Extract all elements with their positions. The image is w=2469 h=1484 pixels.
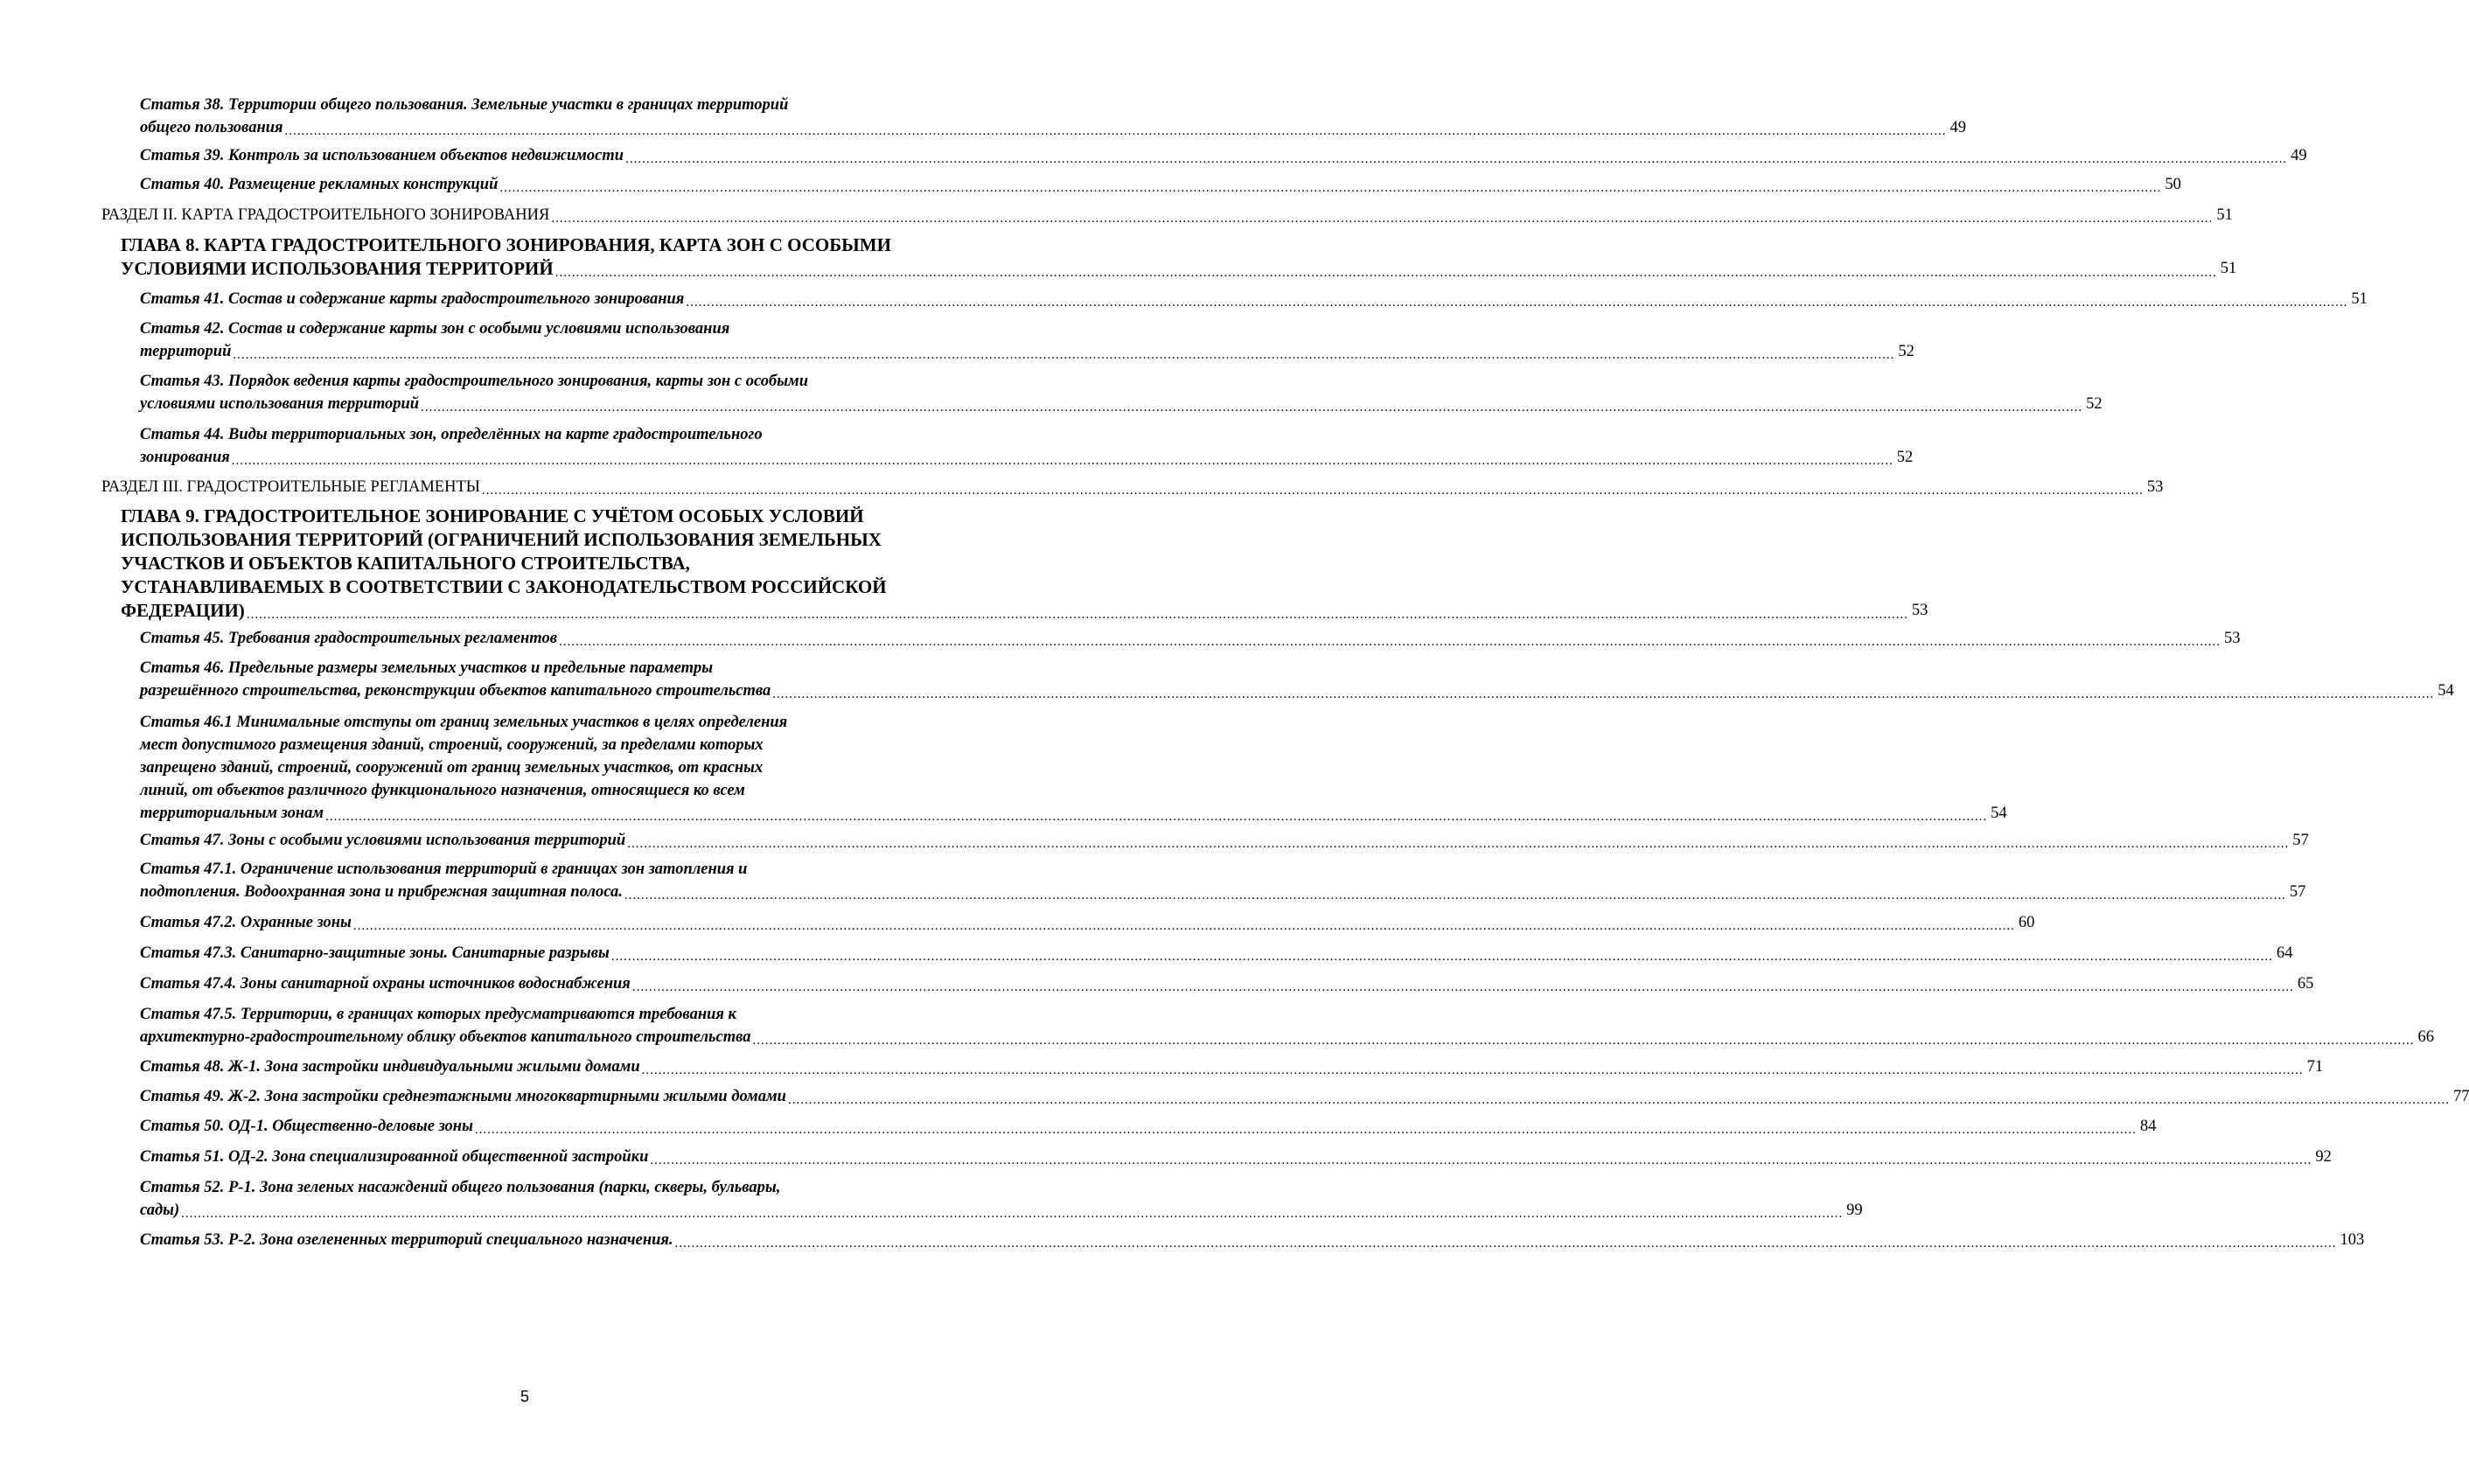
toc-page-number: 53: [2146, 478, 2164, 496]
toc-entry-line: [140, 802, 2007, 825]
toc-entry-title: Статья 43. Порядок ведения карты градостроительного зонирования, карты зон с особыми: [140, 373, 809, 390]
toc-entry-line: [140, 779, 955, 802]
toc-entry-line: [121, 505, 955, 528]
toc-article-entry[interactable]: [140, 1176, 1863, 1222]
toc-page-number: 51: [2220, 260, 2237, 277]
toc-entry-title: ФЕДЕРАЦИИ): [121, 600, 245, 621]
toc-entry-title: Статья 40. Размещение рекламных конструкций: [140, 176, 499, 193]
toc-page-number: 52: [1898, 343, 1915, 360]
toc-article-entry[interactable]: [140, 423, 1914, 469]
toc-entry-title: УСЛОВИЯМИ ИСПОЛЬЗОВАНИЯ ТЕРРИТОРИЙ: [121, 258, 554, 279]
toc-entry-title: Статья 41. Состав и содержание карты градостроительного зонирования: [140, 290, 685, 308]
toc-entry-line: [140, 1056, 2324, 1078]
toc-page-number: 54: [1991, 805, 2007, 822]
toc-entry-title: разрешённого строительства, реконструкции объектов капитального строительства: [140, 682, 771, 700]
toc-entry-title: Статья 51. ОД-2. Зона специализированной общественной застройки: [140, 1148, 649, 1166]
toc-entry-title: ГЛАВА 9. ГРАДОСТРОИТЕЛЬНОЕ ЗОНИРОВАНИЕ С УЧЁТОМ ОСОБЫХ УСЛОВИЙ: [121, 505, 864, 526]
toc-article-entry[interactable]: [140, 627, 2241, 650]
toc-section-entry[interactable]: [101, 476, 2164, 498]
dot-leader: ................................................................................................................................................................................................................................................................................................................................................................................................................: [641, 1063, 2304, 1077]
toc-entry-line: [121, 575, 955, 599]
toc-entry-line: [140, 1146, 2332, 1168]
toc-entry-title: сады): [140, 1202, 180, 1219]
toc-entry-line: [140, 972, 2314, 995]
toc-entry-line: [140, 144, 2307, 167]
toc-entry-line: [140, 288, 2368, 310]
toc-entry-line: [101, 204, 2233, 226]
toc-entry-line: [140, 679, 2454, 702]
toc-entry-line: [140, 1115, 2157, 1138]
toc-entry-title: Статья 39. Контроль за использованием объектов недвижимости: [140, 147, 624, 164]
toc-article-entry[interactable]: [140, 858, 2306, 903]
dot-leader: ................................................................................................................................................................................................................................................................................................................................................................................................................: [752, 1034, 2415, 1048]
toc-page-number: 57: [2289, 883, 2306, 901]
toc-chapter-entry[interactable]: [121, 505, 1928, 623]
toc-entry-title: зонирования: [140, 449, 230, 466]
dot-leader: ................................................................................................................................................................................................................................................................................................................................................................................................................: [558, 635, 2221, 649]
toc-page-number: 53: [1911, 602, 1928, 619]
toc-entry-line: [140, 756, 955, 779]
toc-page-number: 103: [2340, 1231, 2365, 1249]
toc-entry-title: РАЗДЕЛ III. ГРАДОСТРОИТЕЛЬНЫЕ РЕГЛАМЕНТЫ: [101, 478, 480, 496]
toc-entry-line: [140, 911, 2035, 934]
dot-leader: ................................................................................................................................................................................................................................................................................................................................................................................................................: [625, 152, 2288, 166]
toc-page-number: 52: [1896, 449, 1914, 466]
toc-entry-line: [140, 1026, 2435, 1049]
toc-page-number: 49: [1949, 119, 1967, 136]
toc-article-entry[interactable]: [140, 1229, 2365, 1251]
toc-page-number: 57: [2292, 832, 2309, 849]
dot-leader: ................................................................................................................................................................................................................................................................................................................................................................................................................: [551, 212, 2214, 226]
dot-leader: ................................................................................................................................................................................................................................................................................................................................................................................................................: [499, 181, 2162, 195]
toc-entry-title: Статья 46.1 Минимальные отступы от границ земельных участков в целях определения: [140, 714, 788, 731]
toc-entry-line: [140, 1199, 1863, 1222]
toc-entry-line: [121, 552, 955, 575]
toc-entry-line: [121, 599, 1928, 623]
toc-entry-title: Статья 38. Территории общего пользования. Земельные участки в границах территорий: [140, 96, 789, 114]
toc-article-entry[interactable]: [140, 1056, 2324, 1078]
toc-entry-title: Статья 50. ОД-1. Общественно-деловые зоны: [140, 1118, 473, 1135]
dot-leader: ................................................................................................................................................................................................................................................................................................................................................................................................................: [650, 1153, 2312, 1167]
toc-article-entry[interactable]: [140, 317, 1915, 363]
toc-entry-title: условиями использования территорий: [140, 395, 420, 413]
dot-leader: ................................................................................................................................................................................................................................................................................................................................................................................................................: [421, 401, 2083, 415]
toc-article-entry[interactable]: [140, 972, 2314, 995]
dot-leader: ................................................................................................................................................................................................................................................................................................................................................................................................................: [233, 348, 1895, 362]
toc-entry-line: [140, 370, 955, 393]
toc-entry-line: [140, 881, 2306, 903]
toc-entry-line: [140, 1176, 955, 1199]
toc-entry-line: [121, 233, 955, 257]
toc-article-entry[interactable]: [140, 911, 2035, 934]
toc-article-entry[interactable]: [140, 829, 2309, 852]
toc-page-number: 65: [2297, 975, 2314, 993]
dot-leader: ................................................................................................................................................................................................................................................................................................................................................................................................................: [352, 919, 2015, 933]
toc-entry-title: Статья 44. Виды территориальных зон, определённых на карте градостроительного: [140, 426, 763, 443]
toc-entry-title: архитектурно-градостроительному облику объектов капитального строительства: [140, 1028, 751, 1046]
dot-leader: ................................................................................................................................................................................................................................................................................................................................................................................................................: [246, 608, 1908, 622]
toc-page-number: 51: [2351, 290, 2368, 308]
toc-page-number: 51: [2216, 206, 2233, 224]
dot-leader: ................................................................................................................................................................................................................................................................................................................................................................................................................: [610, 950, 2273, 964]
toc-page-number: 71: [2306, 1058, 2324, 1076]
toc-entry-title: Статья 47.3. Санитарно-защитные зоны. Санитарные разрывы: [140, 944, 610, 962]
toc-entry-title: Статья 52. Р-1. Зона зеленых насаждений общего пользования (парки, скверы, бульвары,: [140, 1179, 781, 1196]
toc-article-entry[interactable]: [140, 1003, 2435, 1049]
toc-entry-line: [121, 257, 2237, 281]
toc-entry-line: [140, 1229, 2365, 1251]
toc-page-number: 54: [2438, 682, 2454, 700]
toc-entry-title: линий, от объектов различного функционального назначения, относящиеся ко всем: [140, 782, 745, 799]
toc-entry-title: Статья 47. Зоны с особыми условиями использования территорий: [140, 832, 626, 849]
toc-entry-title: РАЗДЕЛ II. КАРТА ГРАДОСТРОИТЕЛЬНОГО ЗОНИРОВАНИЯ: [101, 206, 550, 224]
toc-article-entry[interactable]: [140, 94, 1967, 139]
toc-entry-title: общего пользования: [140, 119, 283, 136]
dot-leader: ................................................................................................................................................................................................................................................................................................................................................................................................................: [624, 888, 2286, 902]
toc-entry-title: Статья 47.2. Охранные зоны: [140, 914, 352, 931]
toc-entry-line: [140, 1003, 955, 1026]
toc-page-number: 49: [2291, 147, 2307, 164]
toc-page-number: 66: [2417, 1028, 2435, 1046]
toc-entry-line: [140, 340, 1915, 363]
toc-entry-title: подтопления. Водоохранная зона и прибрежная защитная полоса.: [140, 883, 623, 901]
toc-entry-title: УЧАСТКОВ И ОБЪЕКТОВ КАПИТАЛЬНОГО СТРОИТЕЛЬСТВА,: [121, 553, 690, 574]
dot-leader: ................................................................................................................................................................................................................................................................................................................................................................................................................: [481, 484, 2144, 498]
toc-section-entry[interactable]: [101, 204, 2233, 226]
toc-entry-line: [140, 942, 2293, 965]
toc-entry-line: [140, 711, 955, 734]
dot-leader: ................................................................................................................................................................................................................................................................................................................................................................................................................: [686, 296, 2348, 310]
toc-article-entry[interactable]: [140, 711, 2007, 825]
dot-leader: ................................................................................................................................................................................................................................................................................................................................................................................................................: [325, 810, 1988, 824]
toc-entry-line: [140, 446, 1914, 469]
dot-leader: ................................................................................................................................................................................................................................................................................................................................................................................................................: [772, 687, 2435, 701]
toc-chapter-entry[interactable]: [121, 233, 2237, 281]
toc-entry-title: Статья 47.5. Территории, в границах которых предусматриваются требования к: [140, 1006, 736, 1023]
toc-entry-title: УСТАНАВЛИВАЕМЫХ В СООТВЕТСТВИИ С ЗАКОНОДАТЕЛЬСТВОМ РОССИЙСКОЙ: [121, 576, 887, 597]
toc-entry-title: запрещено зданий, строений, сооружений от границ земельных участков, от красных: [140, 759, 764, 777]
dot-leader: ................................................................................................................................................................................................................................................................................................................................................................................................................: [284, 124, 1947, 138]
toc-article-entry[interactable]: [140, 288, 2368, 310]
toc-article-entry[interactable]: [140, 657, 2454, 702]
toc-entry-title: Статья 45. Требования градостроительных регламентов: [140, 630, 557, 647]
dot-leader: ................................................................................................................................................................................................................................................................................................................................................................................................................: [631, 980, 2294, 994]
dot-leader: ................................................................................................................................................................................................................................................................................................................................................................................................................: [787, 1093, 2450, 1107]
toc-article-entry[interactable]: [140, 173, 2181, 196]
toc-entry-title: ГЛАВА 8. КАРТА ГРАДОСТРОИТЕЛЬНОГО ЗОНИРОВАНИЯ, КАРТА ЗОН С ОСОБЫМИ: [121, 234, 891, 255]
toc-entry-line: [140, 317, 955, 340]
dot-leader: ................................................................................................................................................................................................................................................................................................................................................................................................................: [627, 837, 2290, 851]
dot-leader: ................................................................................................................................................................................................................................................................................................................................................................................................................: [181, 1207, 1844, 1221]
toc-article-entry[interactable]: [140, 1146, 2332, 1168]
toc-page-number: 52: [2086, 395, 2103, 413]
toc-entry-line: [140, 657, 955, 679]
toc-article-entry[interactable]: [140, 1115, 2157, 1138]
dot-leader: ................................................................................................................................................................................................................................................................................................................................................................................................................: [554, 266, 2217, 280]
toc-entry-line: [140, 627, 2241, 650]
toc-page-number: 50: [2165, 176, 2181, 193]
toc-entry-title: мест допустимого размещения зданий, строений, сооружений, за пределами которых: [140, 736, 764, 754]
toc-page-number: 77: [2452, 1088, 2469, 1105]
toc-page-number: 84: [2139, 1118, 2157, 1135]
toc-entry-line: [140, 858, 955, 881]
toc-article-entry[interactable]: [140, 942, 2293, 965]
toc-entry-line: [140, 734, 955, 756]
toc-page-number: 53: [2223, 630, 2241, 647]
page-number: 5: [520, 1388, 529, 1405]
toc-entry-line: [101, 476, 2164, 498]
toc-entry-title: Статья 46. Предельные размеры земельных участков и предельные параметры: [140, 659, 714, 677]
toc-entry-line: [140, 94, 955, 116]
toc-entry-title: Статья 47.4. Зоны санитарной охраны источников водоснабжения: [140, 975, 631, 993]
toc-entry-line: [140, 393, 2103, 415]
toc-entry-title: Статья 42. Состав и содержание карты зон с особыми условиями использования: [140, 320, 730, 338]
toc-page-number: 99: [1846, 1202, 1863, 1219]
toc-entry-title: Статья 48. Ж-1. Зона застройки индивидуальными жилыми домами: [140, 1058, 640, 1076]
dot-leader: ................................................................................................................................................................................................................................................................................................................................................................................................................: [231, 454, 1894, 468]
toc-entry-title: Статья 49. Ж-2. Зона застройки среднеэтажными многоквартирными жилыми домами: [140, 1088, 786, 1105]
toc-article-entry[interactable]: [140, 370, 2103, 415]
toc-entry-line: [140, 1085, 2469, 1108]
toc-entry-line: [121, 528, 955, 552]
toc-entry-line: [140, 173, 2181, 196]
toc-entry-title: территориальным зонам: [140, 805, 324, 822]
dot-leader: ................................................................................................................................................................................................................................................................................................................................................................................................................: [674, 1237, 2337, 1251]
toc-entry-title: Статья 47.1. Ограничение использования территорий в границах зон затопления и: [140, 860, 748, 878]
dot-leader: ................................................................................................................................................................................................................................................................................................................................................................................................................: [474, 1123, 2137, 1137]
toc-entry-line: [140, 116, 1967, 139]
toc-entry-line: [140, 423, 955, 446]
toc-page-number: 60: [2018, 914, 2035, 931]
toc-entry-line: [140, 829, 2309, 852]
toc-entry-title: Статья 53. Р-2. Зона озелененных территорий специального назначения.: [140, 1231, 673, 1249]
toc-article-entry[interactable]: [140, 144, 2307, 167]
toc-page-number: 92: [2315, 1148, 2332, 1166]
toc-article-entry[interactable]: [140, 1085, 2469, 1108]
toc-entry-title: территорий: [140, 343, 232, 360]
toc-entry-title: ИСПОЛЬЗОВАНИЯ ТЕРРИТОРИЙ (ОГРАНИЧЕНИЙ ИСПОЛЬЗОВАНИЯ ЗЕМЕЛЬНЫХ: [121, 529, 882, 550]
toc-page-number: 64: [2276, 944, 2293, 962]
